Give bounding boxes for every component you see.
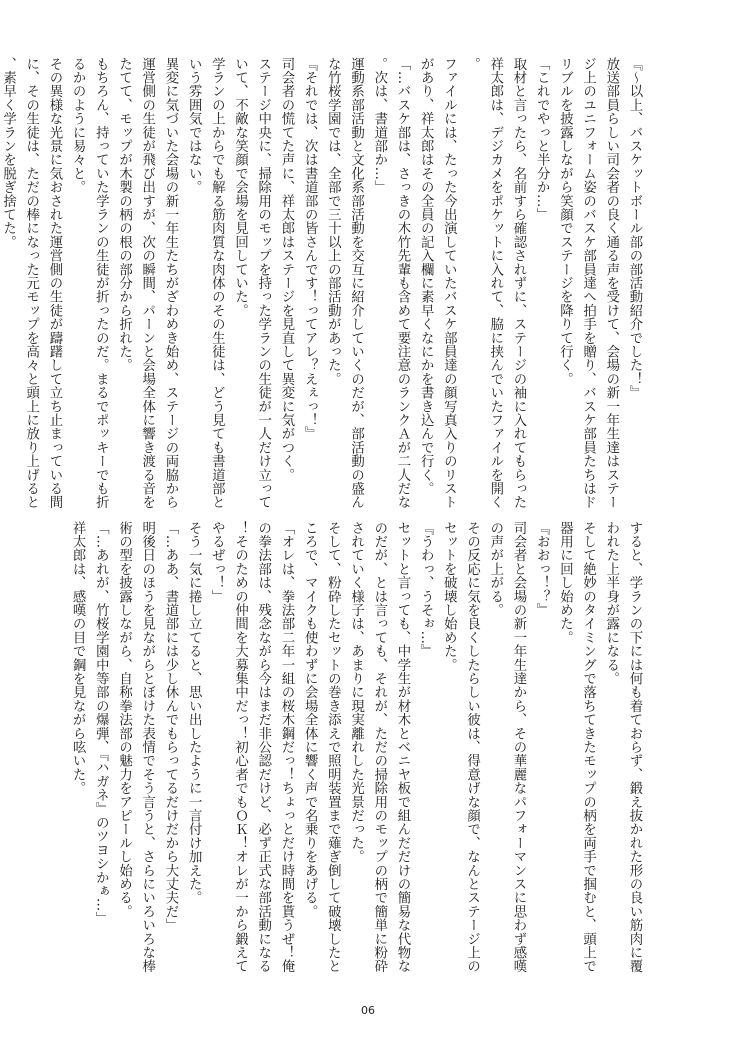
paragraph: 司会者の慌てた声に、祥太郎はステージを見直して異変に気がつく。 xyxy=(278,57,294,482)
paragraph: 「これでやっと半分か…」 xyxy=(534,57,550,222)
paragraph: 『それでは、次は書道部の皆さんです！ってアレ？えぇっ！』 xyxy=(302,57,318,441)
page-number: 06 xyxy=(361,1004,375,1017)
paragraph: 『～以上、バスケットボール部の部活動紹介でした！』 xyxy=(627,57,642,400)
paragraph: その反応に気を良くしたらしい彼は、得意げな顔で、なんとステージ上のセットを破壊し始めた。 xyxy=(441,521,480,974)
paragraph: 運動系部活動と文化系部活動を交互に紹介していくのだが、部活動の盛んな竹桜学園では、全部で三十以上の部活動があった。 xyxy=(325,57,364,510)
paragraph: その異様な光景に気おされた運営側の生徒が躊躇して立ち止まっている間に、その生徒は、ただの棒になった元モップを高々と頭上に放り上げると、素早く学ランを脱ぎ捨てた。 xyxy=(0,57,62,510)
paragraph: 『おおっ！？』 xyxy=(534,521,550,617)
paragraph: 明後日のほうを見ながらとぼけた表情でそう言うと、さらにいろいろな棒術の型を披露しながら、自称拳法部の魅力をアピールし始める。 xyxy=(116,521,155,974)
paragraph: ステージ中央に、掃除用のモップを持った学ランの生徒が一人だけ立っていて、不敵な笑顔で会場を見回していた。 xyxy=(232,57,271,510)
paragraph: 祥太郎は、感嘆の目で鋼を見ながら呟いた。 xyxy=(70,521,86,795)
paragraph: すると、学ランの下には何も着ておらず、鍛え抜かれた形の良い筋肉に覆われた上半身が露になる。 xyxy=(603,521,642,974)
paragraph: ファイルには、たった今出演していたバスケ部員達の顔写真入りのリストがあり、祥太郎はその全員の記入欄に素早くなにかを書き込んで行く。 xyxy=(418,57,457,510)
paragraph: 「オレは、拳法部二年一組の桜木鋼だっ！ちょっとだけ時間を貰うぜ！俺の拳法部は、残念ながら今はまだ非公認だけど、必ず正式な部活動になる！そのための仲間を大募集中だっ！初心者でもＯＫ！オレが一から鍛えてやるぜっ！」 xyxy=(209,521,294,974)
paragraph: もちろん、持っていた学ランの生徒が折ったのだ。まるでポッキーでも折るかのように易々と。 xyxy=(70,57,109,510)
paragraph: セットと言っても、中学生が材木とベニヤ板で組んだだけの簡易な代物なのだが、とは言っても、それが、ただの掃除用のモップの柄で簡単に粉砕されていく様子は、あまりに現実離れした光景だった。 xyxy=(348,521,410,974)
paragraph: 学ランの上からでも解る筋肉質な肉体のその生徒は、どう見ても書道部という雰囲気ではない。 xyxy=(186,57,225,510)
paragraph: 「…バスケ部は、さっきの木竹先輩も含めて要注意のランクＡが二人だな。次は、書道部か…」 xyxy=(371,57,410,510)
paragraph: そして、粉砕したセットの巻き添えで照明装置まで薙ぎ倒して破壊したところで、マイクも使わずに会場全体に響く声で名乗りをあげる。 xyxy=(302,521,341,974)
paragraph: 異変に気づいた会場の新一年生たちがざわめき始め、ステージの両脇から運営側の生徒が飛び出すが、次の瞬間、パーンと会場全体に響き渡る音をたてて、モップが木製の柄の根の部分から折れた。 xyxy=(116,57,178,510)
paragraph: 司会者と会場の新一年生達から、その華麗なパフォーマンスに思わず感嘆の声が上がる。 xyxy=(487,521,526,974)
paragraph: 「…ああ、書道部には少し休んでもらってるだけだから大丈夫だ」 xyxy=(162,521,178,932)
paragraph: そう一気に捲し立てると、思い出したように一言付け加えた。 xyxy=(186,521,202,905)
paragraph: 『うわっ、うそぉ…』 xyxy=(418,521,434,658)
upper-text-block xyxy=(0,57,646,512)
paragraph: そして絶妙のタイミングで落ちてきたモップの柄を両手で掴むと、頭上で器用に回し始めた。 xyxy=(557,521,596,974)
paragraph: 放送部員らしい司会者の良く通る声を受けて、会場の新一年生達はステージ上のユニフォーム姿のバスケ部員達へ拍手を贈り、バスケ部員たちはドリブルを披露しながら笑顔でステージを降りて行く。 xyxy=(557,57,619,510)
lower-text-block xyxy=(70,521,646,974)
paragraph: 「…あれが、竹桜学園中等部の爆弾、『ハガネ』のツヨシかぁ…」 xyxy=(93,521,109,926)
paragraph: 取材と言ったら、名前すら確認されずに、ステージの袖に入れてもらった祥太郎は、デジカメをポケットに入れて、脇に挟んでいたファイルを開く。 xyxy=(464,57,526,510)
